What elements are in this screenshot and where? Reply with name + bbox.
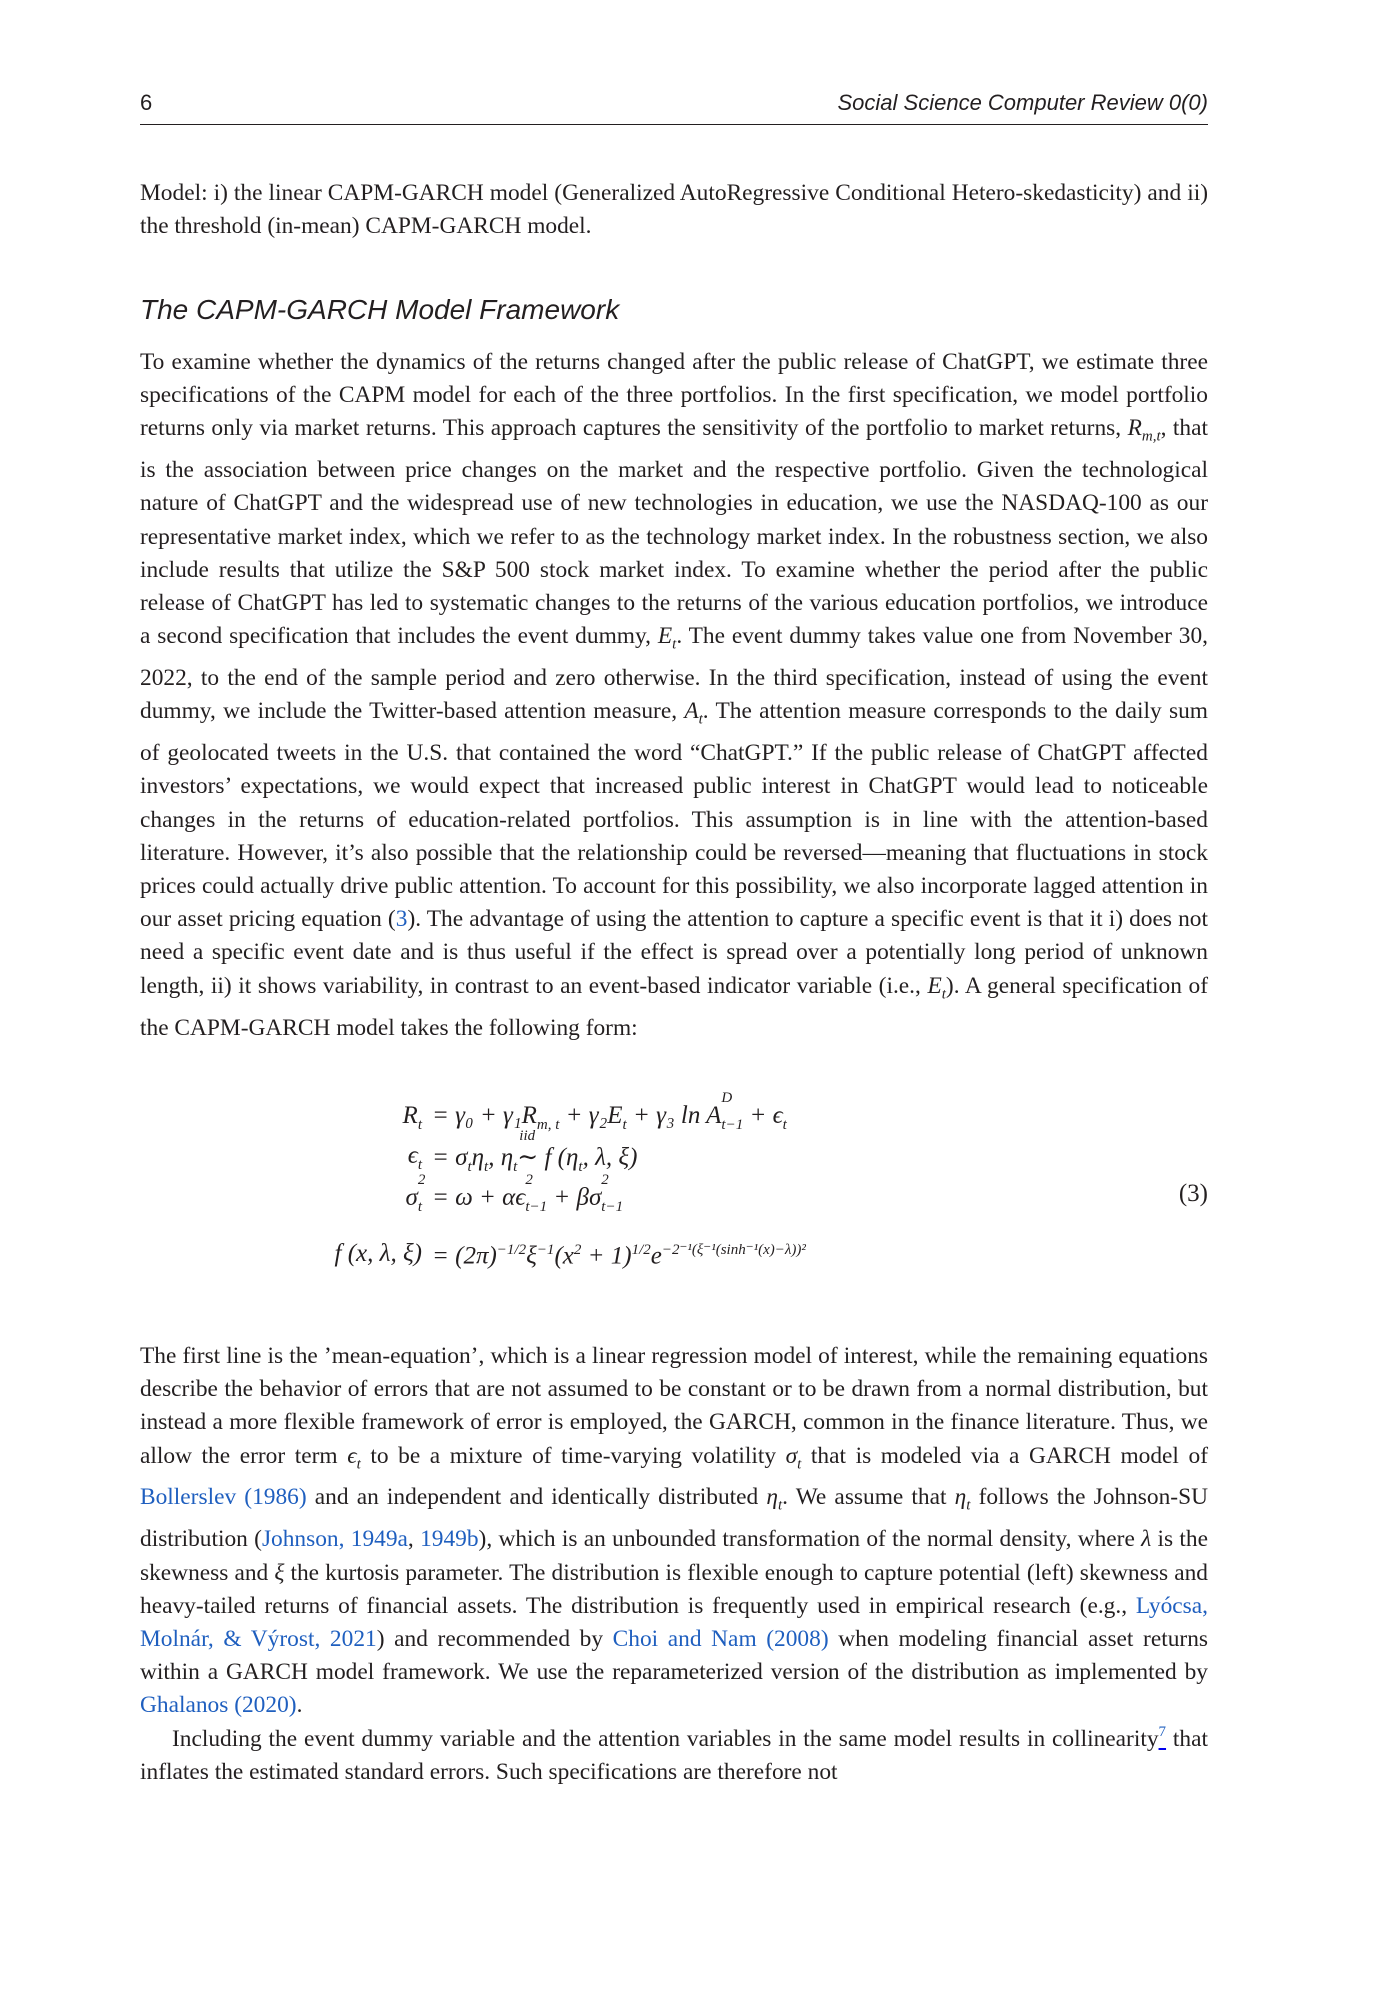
footnote-7-link[interactable]: 7 <box>1158 1723 1167 1740</box>
ref-choi-nam-link[interactable]: Choi and Nam (2008) <box>612 1625 829 1652</box>
var-at: $A_t$ <box>684 698 703 729</box>
page-number: 6 <box>140 90 153 115</box>
ref-lyocsa-link[interactable]: Lyócsa, Molnár, & Výrost, 2021 <box>140 1592 1208 1652</box>
section-heading: The CAPM-GARCH Model Framework <box>140 294 620 325</box>
ref-johnson-1949a-link[interactable]: Johnson, 1949a <box>261 1526 408 1553</box>
paragraph-1: To examine whether the dynamics of the returns changed after the public release of ChatGPT, we estimate three specifications of the CAPM model for each of the three portfolios. In the first specification, we model portfolio returns only via market returns. This approach captures the sensitivity of the portfolio to market returns, $R_{m,t}$, that is the association between price changes on the market and the respective portfolio. Given the technological nature of ChatGPT and the widespread use of new technologies in education, we use the NASDAQ-100 as our representative market index, which we refer to as the technology market index. In the robustness section, we also include results that utilize the S&P 500 stock market index. To examine whether the period after the public release of ChatGPT has led to systematic changes to the returns of the various education portfolios, we introduce a second specification that includes the event dummy, $E_t$. The event dummy takes value one from November 30, 2022, to the end of the sample period and zero otherwise. In the third specification, instead of using the event dummy, we include the Twitter-based attention measure, $A_t$. The attention measure corresponds to the daily sum of geolocated tweets in the U.S. that contained the word “ChatGPT.” If the public release of ChatGPT affected investors’ expectations, we would expect that increased public interest in ChatGPT would lead to noticeable changes in the returns of education-related portfolios. This assumption is in line with the attention-based literature. However, it’s also possible that the relationship could be reversed—meaning that fluctuations in stock prices could actually drive public attention. To account for this possibility, we also incorporate lagged attention in our asset pricing equation (3). The advantage of using the attention to capture a specific event is that it i) does not need a specific event date and is thus useful if the effect is spread over a potentially long period of unknown length, ii) it shows variability, in contrast to an event-based indicator variable (i.e., $E_t$). A general specification of the CAPM-GARCH model takes the following form: <box>140 349 1209 1041</box>
paragraph-3: Including the event dummy variable and the attention variables in the same model results in collinearity$^7$ that inflates the estimated standard errors. Such specifications are therefore not <box>140 1723 1208 1785</box>
equation-line-4: f (x, λ, ξ) = $(2\pi)^{-1/2}\xi^{-1}(x^2 + 1)^{1/2}e^{-2^{-1}(\xi^{-1}(sinh^{-1}(x)-\lambda))^2}$ <box>334 1240 806 1270</box>
running-header <box>140 90 1208 125</box>
equation-number: (3) <box>1178 1180 1208 1207</box>
equation-line-3: σ 2 $_t$ = ω + αϵ 2 $_{t-1}$ + βσ 2 $_{t-1}$ <box>405 1172 624 1215</box>
intro-text: Model: i) the linear CAPM-GARCH model (Generalized AutoRegressive Conditional Hetero-skedasticity) and ii) the threshold (in-mean) CAPM-GARCH model. <box>140 180 1208 240</box>
ref-bollerslev-link[interactable]: Bollerslev (1986) <box>140 1484 307 1511</box>
paragraph-2: The first line is the ’mean-equation’, which is a linear regression model of interest, while the remaining equations describe the behavior of errors that are not assumed to be constant or to be drawn from a normal distribution, but instead a more flexible framework of error is employed, the GARCH, common in the finance literature. Thus, we allow the error term $\epsilon_t$ to be a mixture of time-varying volatility $\sigma_t$ that is modeled via a GARCH model of Bollerslev (1986) and an independent and identically distributed $\eta_t$. We assume that $\eta_t$ follows the Johnson-SU distribution (Johnson, 1949a, 1949b), which is an unbounded transformation of the normal density, where λ is the skewness and ξ the kurtosis parameter. The distribution is flexible enough to capture potential (left) skewness and heavy-tailed returns of financial assets. The distribution is frequently used in empirical research (e.g., Lyócsa, Molnár, & Výrost, 2021) and recommended by Choi and Nam (2008) when modeling financial asset returns within a GARCH model framework. We use the reparameterized version of the distribution as implemented by Ghalanos (2020). Including the event dummy variable and the attention variables in the same model results in collinearity$^7$ that inflates the estimated standard errors. Such specifications are therefore not <box>140 1340 1208 1789</box>
var-et-2: $E_t$ <box>927 972 946 1003</box>
equation-ref-link[interactable]: 3 <box>395 906 408 933</box>
equation-line-1: $R_t$ = $\gamma_0 + \gamma_1R_{m, t} + \gamma_2E_t + \gamma_3$ ln A D $_{t-1} + \epsilon_t$ <box>402 1090 787 1133</box>
var-et: $E_t$ <box>657 623 677 653</box>
equation-line-2: $\epsilon_t$ = $\sigma_t\eta_t$, $\eta_t$ iid ∼ f ($\eta_t$, λ, ξ) <box>407 1128 638 1175</box>
intro-paragraph <box>140 177 1208 243</box>
journal-title: Social Science Computer Review 0(0) <box>837 90 1208 115</box>
equation-block <box>140 1090 1208 1292</box>
ref-ghalanos-link[interactable]: Ghalanos (2020) <box>140 1692 297 1719</box>
var-rmt: $R_{m,t}$ <box>1127 415 1161 446</box>
ref-johnson-1949b-link[interactable]: 1949b <box>420 1526 479 1553</box>
